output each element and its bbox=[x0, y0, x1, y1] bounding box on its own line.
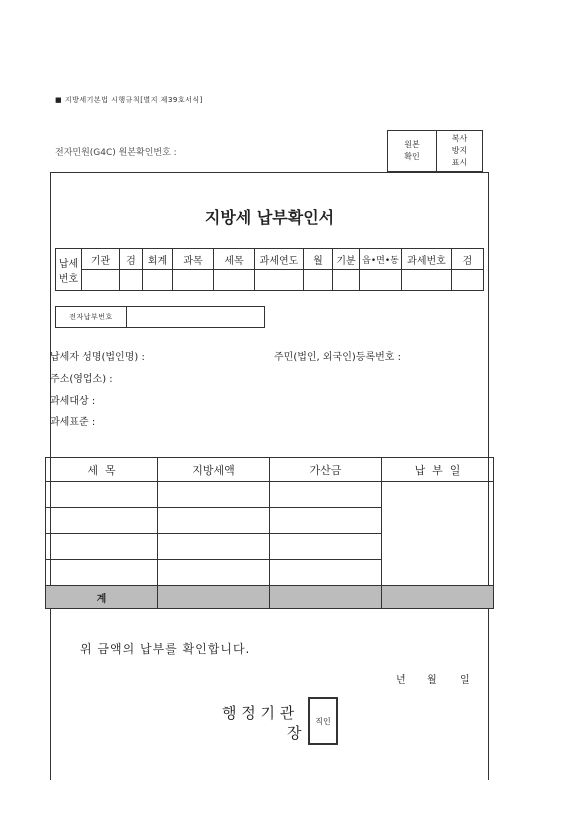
total-additional-charge[interactable] bbox=[270, 586, 382, 609]
copy-protect-cell: 복사 방지 표시 bbox=[437, 131, 483, 172]
frame-top-border bbox=[50, 172, 489, 173]
electronic-payment-label: 전자납부번호 bbox=[56, 307, 127, 328]
col-agency: 기관 bbox=[82, 249, 120, 270]
bullet-icon: ■ bbox=[55, 96, 63, 104]
header-tax-item: 세 목 bbox=[46, 458, 158, 482]
table-cell[interactable] bbox=[46, 482, 158, 508]
tax-number-table bbox=[55, 248, 484, 291]
col-subject: 과목 bbox=[173, 249, 214, 270]
payment-date-cell[interactable] bbox=[382, 482, 494, 586]
value-check[interactable] bbox=[120, 270, 143, 291]
header-local-tax-amount: 지방세액 bbox=[158, 458, 270, 482]
total-payment-date bbox=[382, 586, 494, 609]
value-period[interactable] bbox=[333, 270, 360, 291]
electronic-payment-table bbox=[55, 306, 265, 328]
tax-payment-table bbox=[45, 457, 494, 609]
document-title: 지방세 납부확인서 bbox=[204, 208, 335, 227]
electronic-payment-value[interactable] bbox=[127, 307, 265, 328]
tax-number-row-label: 납세 번호 bbox=[56, 249, 82, 291]
seal-label: 직인 bbox=[315, 716, 331, 726]
value-agency[interactable] bbox=[82, 270, 120, 291]
date-year-label: 년 bbox=[396, 675, 406, 686]
col-tax-item: 세목 bbox=[214, 249, 255, 270]
copy-protection-box bbox=[387, 130, 483, 172]
total-label: 계 bbox=[46, 586, 158, 609]
header-payment-date: 납 부 일 bbox=[382, 458, 494, 482]
confirm-statement: 위 금액의 납부를 확인합니다. bbox=[80, 642, 251, 656]
col-period: 기분 bbox=[333, 249, 360, 270]
table-cell[interactable] bbox=[46, 560, 158, 586]
value-check-digit[interactable] bbox=[452, 270, 484, 291]
col-check: 검 bbox=[120, 249, 143, 270]
col-tax-year: 과세연도 bbox=[255, 249, 304, 270]
table-cell[interactable] bbox=[158, 482, 270, 508]
date-month-label: 월 bbox=[427, 675, 437, 686]
value-district[interactable] bbox=[360, 270, 402, 291]
table-cell[interactable] bbox=[270, 482, 382, 508]
ecivil-confirm-label: 전자민원(G4C) 원본확인번호 : bbox=[55, 148, 177, 158]
original-confirm-cell: 원본 확인 bbox=[388, 131, 437, 172]
tax-object-label: 과세대상 : bbox=[50, 396, 96, 407]
table-cell[interactable] bbox=[46, 508, 158, 534]
col-month: 월 bbox=[304, 249, 333, 270]
value-month[interactable] bbox=[304, 270, 333, 291]
table-cell[interactable] bbox=[270, 534, 382, 560]
tax-base-label: 과세표준 : bbox=[50, 417, 96, 428]
signer-title-line1: 행 정 기 관 bbox=[222, 704, 295, 722]
table-cell[interactable] bbox=[270, 508, 382, 534]
signer-title-line2: 장 bbox=[287, 724, 302, 742]
value-tax-year[interactable] bbox=[255, 270, 304, 291]
col-tax-number: 과세번호 bbox=[402, 249, 452, 270]
table-cell[interactable] bbox=[158, 534, 270, 560]
header-additional-charge: 가산금 bbox=[270, 458, 382, 482]
col-check-digit: 검 bbox=[452, 249, 484, 270]
col-account: 회계 bbox=[143, 249, 173, 270]
table-cell[interactable] bbox=[158, 560, 270, 586]
table-cell[interactable] bbox=[158, 508, 270, 534]
address-label: 주소(영업소) : bbox=[50, 374, 113, 385]
table-cell[interactable] bbox=[46, 534, 158, 560]
total-tax-amount[interactable] bbox=[158, 586, 270, 609]
value-subject[interactable] bbox=[173, 270, 214, 291]
value-account[interactable] bbox=[143, 270, 173, 291]
date-day-label: 일 bbox=[460, 675, 470, 686]
value-tax-item[interactable] bbox=[214, 270, 255, 291]
taxpayer-name-label: 납세자 성명(법인명) : bbox=[50, 352, 145, 363]
form-reference: ■ 지방세기본법 시행규칙[별지 제39호서식] bbox=[55, 96, 203, 104]
official-seal-box bbox=[308, 697, 338, 745]
col-district: 읍•면•동 bbox=[360, 249, 402, 270]
value-tax-number[interactable] bbox=[402, 270, 452, 291]
table-cell[interactable] bbox=[270, 560, 382, 586]
resident-number-label: 주민(법인, 외국인)등록번호 : bbox=[274, 352, 401, 363]
